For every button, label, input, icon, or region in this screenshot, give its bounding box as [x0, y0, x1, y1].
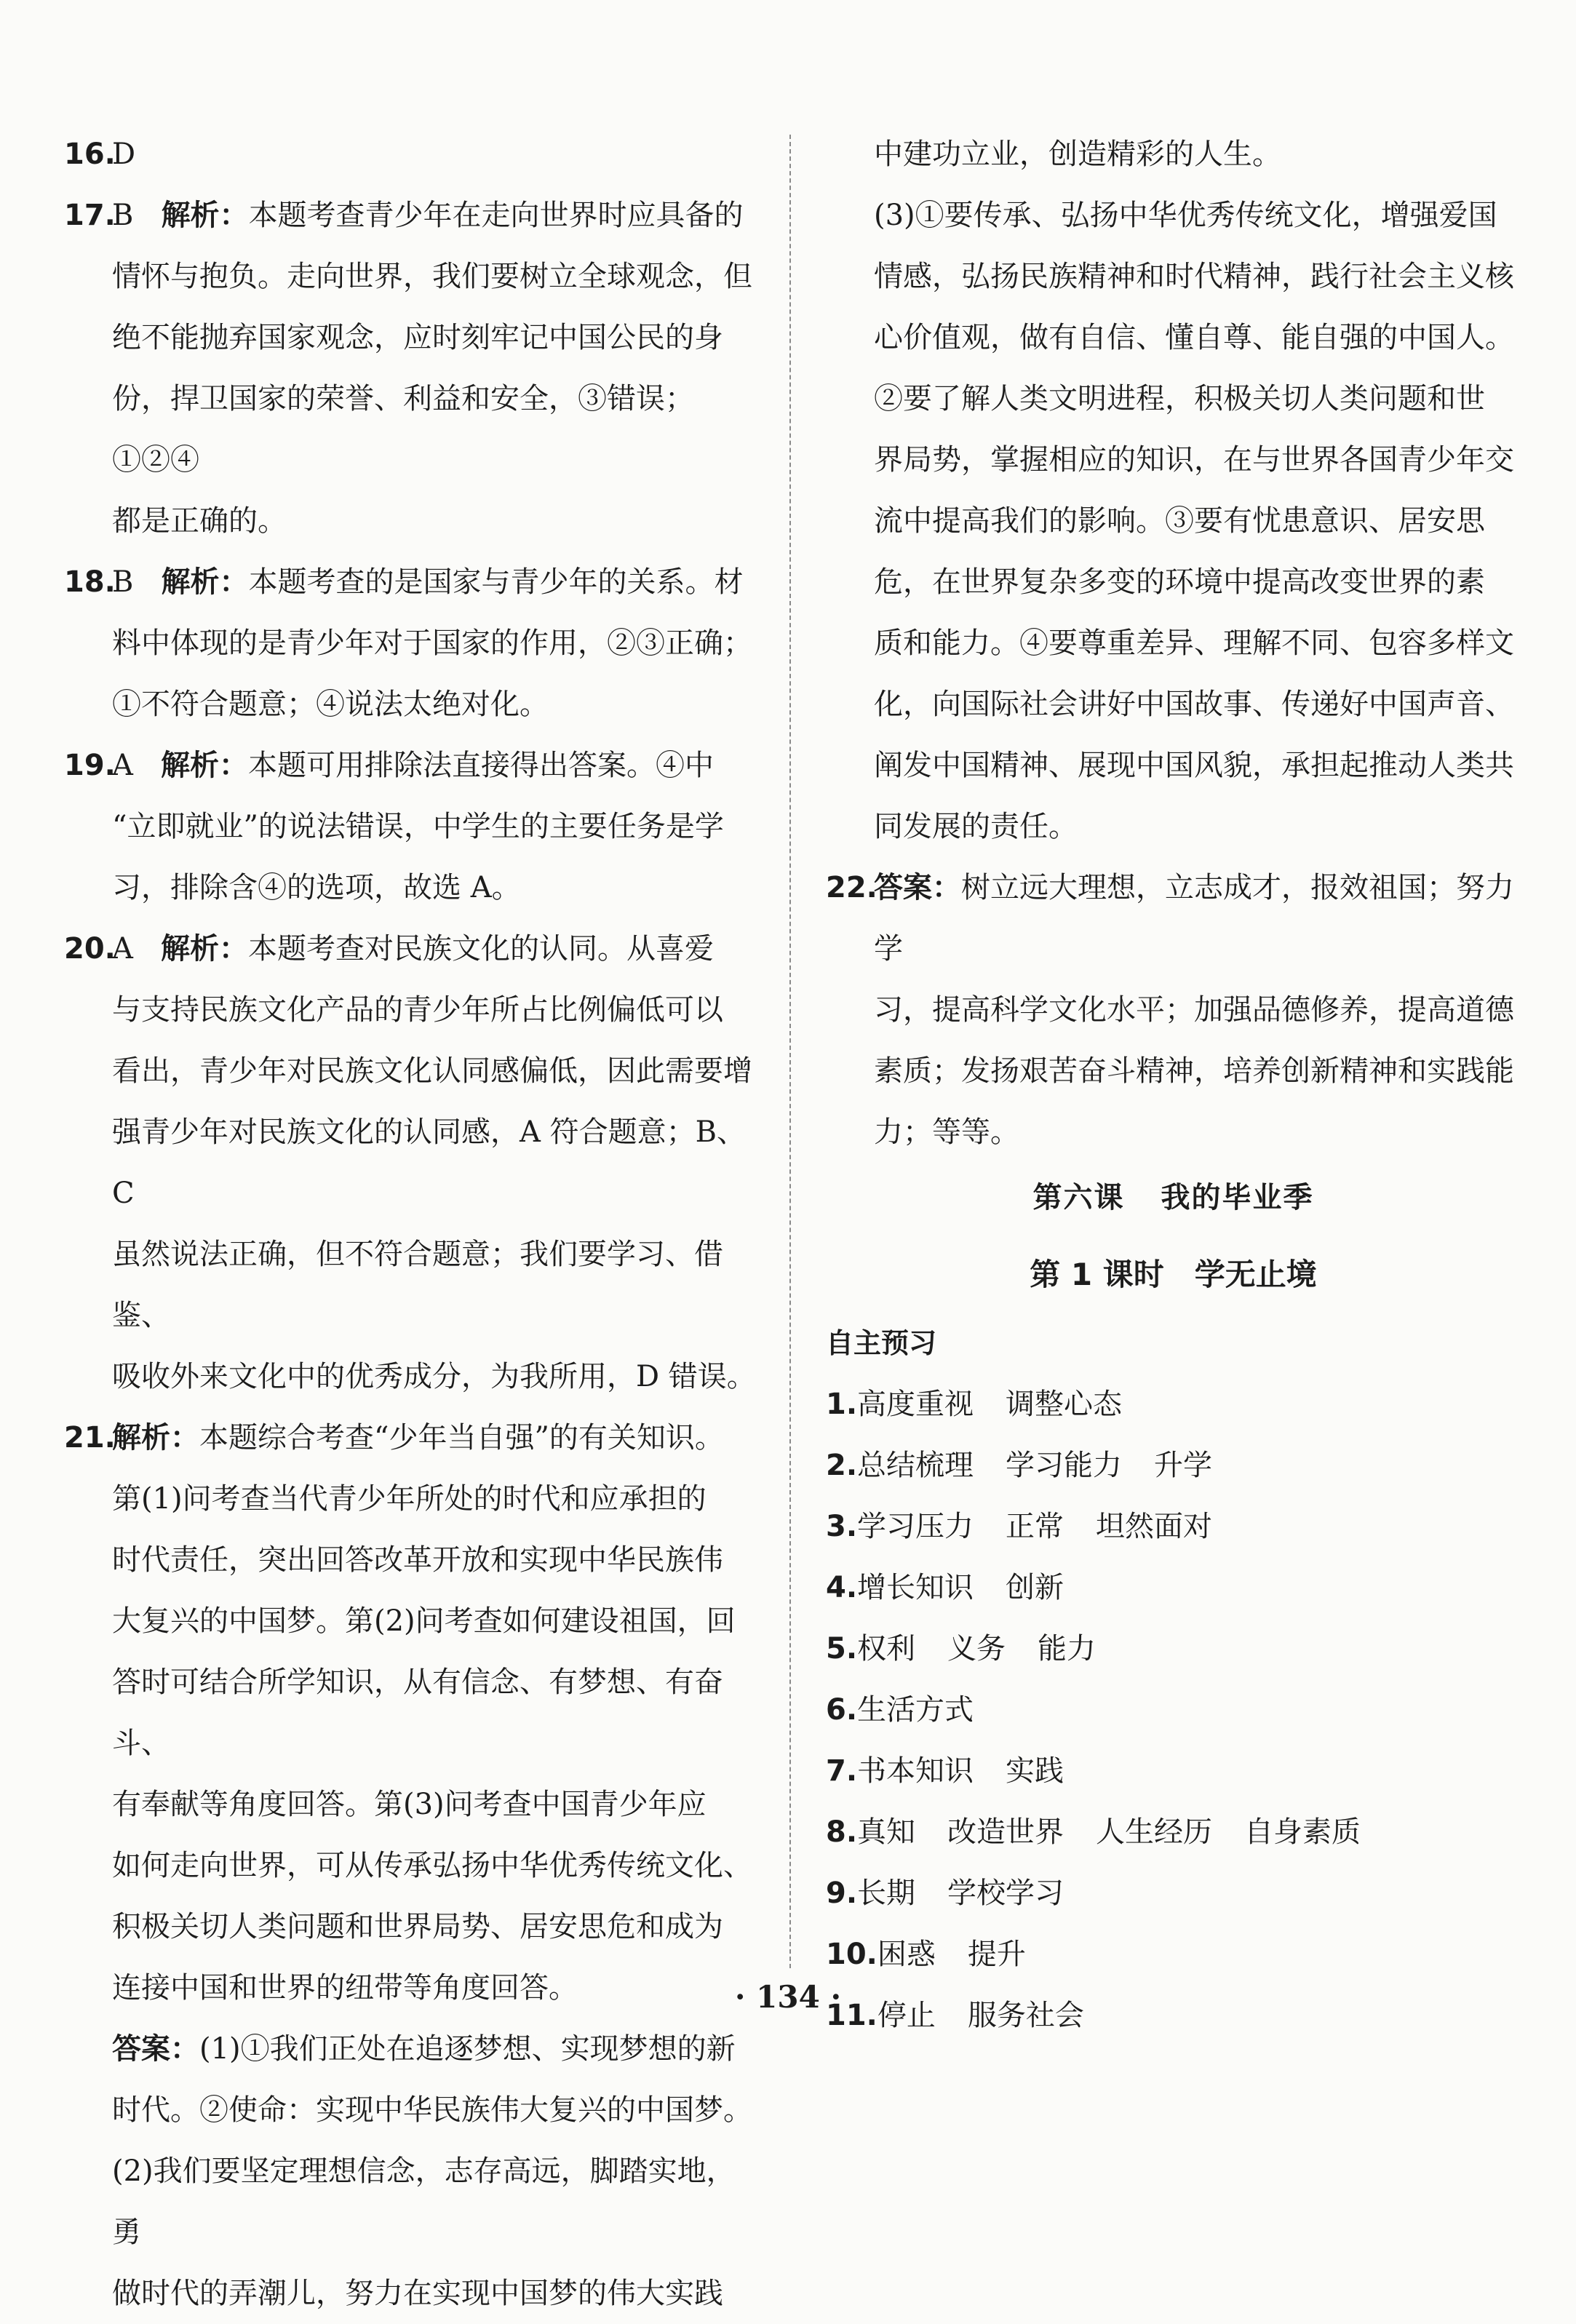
- line: 都是正确的。: [112, 504, 287, 538]
- answer-word: 停止: [877, 1999, 936, 2032]
- line: [112, 918, 763, 979]
- line-text: 本题考查青少年在走向世界时应具备的: [248, 199, 744, 232]
- lesson-title: [826, 1167, 1521, 1228]
- line: 料中体现的是青少年对于国家的作用，②③正确；: [112, 626, 752, 660]
- answer-word: 能力: [1038, 1632, 1097, 1666]
- question-number: 22.: [826, 871, 877, 904]
- line: 心价值观，做有自信、懂自尊、能自强的中国人。: [874, 321, 1514, 354]
- answer-letter: B: [112, 199, 134, 232]
- question-number: 16.: [64, 138, 116, 171]
- answer-word: 生活方式: [857, 1693, 974, 1727]
- analysis-label: 解析：: [161, 199, 249, 232]
- question-number: 18.: [64, 565, 116, 599]
- answer-word: 学习压力: [857, 1510, 974, 1543]
- line: 时代责任，突出回答改革开放和实现中华民族伟: [112, 1543, 723, 1577]
- line: 虽然说法正确，但不符合题意；我们要学习、借鉴、: [112, 1238, 723, 1332]
- item-number: 5.: [826, 1632, 858, 1666]
- answer-word: 自身素质: [1244, 1815, 1361, 1849]
- answer-word: 义务: [947, 1632, 1006, 1666]
- line-text: 树立远大理想，立志成才，报效祖国；努力学: [874, 871, 1514, 966]
- question-number: 20.: [64, 932, 116, 966]
- line: 情感，弘扬民族精神和时代精神，践行社会主义核: [874, 260, 1514, 293]
- line: 同发展的责任。: [874, 810, 1078, 843]
- line: 情怀与抱负。走向世界，我们要树立全球观念，但: [112, 260, 752, 293]
- column-divider: [789, 135, 791, 1968]
- item-number: 9.: [826, 1877, 858, 1910]
- line: 时代。②使命：实现中华民族伟大复兴的中国梦。: [112, 2093, 752, 2127]
- line: 积极关切人类问题和世界局势、居安思危和成为: [112, 1910, 723, 1943]
- question-number: 19.: [64, 749, 116, 782]
- line: 有奉献等角度回答。第(3)问考查中国青少年应: [112, 1788, 707, 1821]
- answer-word: 调整心态: [1006, 1388, 1123, 1421]
- question-number: 21.: [64, 1421, 116, 1455]
- line-text: 本题考查对民族文化的认同。从喜爱: [248, 932, 715, 966]
- line: 第(1)问考查当代青少年所处的时代和应承担的: [112, 1482, 707, 1516]
- answer-label: 答案：: [112, 2032, 199, 2066]
- fill-item-5: [826, 1618, 1521, 1679]
- item-number: 2.: [826, 1449, 858, 1482]
- answer-letter: D: [112, 138, 136, 171]
- answer-word: 长期: [857, 1877, 916, 1910]
- question-20: [64, 918, 763, 1407]
- line: 与支持民族文化产品的青少年所占比例偏低可以: [112, 993, 723, 1027]
- line-text: 本题考查的是国家与青少年的关系。材: [248, 565, 744, 599]
- fill-item-9: [826, 1863, 1521, 1924]
- question-22: [826, 857, 1521, 1163]
- answer-letter: A: [112, 749, 133, 782]
- answer-word: 真知: [857, 1815, 916, 1849]
- lesson-number: 第六课: [1032, 1180, 1125, 1214]
- line-text: 本题可用排除法直接得出答案。④中: [248, 749, 715, 782]
- answer-word: 实践: [1006, 1754, 1064, 1788]
- answer-word: 正常: [1006, 1510, 1064, 1543]
- line: 化，向国际社会讲好中国故事、传递好中国声音、: [874, 688, 1514, 721]
- line: [112, 2018, 763, 2080]
- line: [112, 735, 763, 796]
- line: 做时代的弄潮儿，努力在实现中国梦的伟大实践: [112, 2277, 723, 2310]
- line: 界局势，掌握相应的知识，在与世界各国青少年交: [874, 443, 1514, 477]
- answer-word: 人生经历: [1096, 1815, 1213, 1849]
- line: 答时可结合所学知识，从有信念、有梦想、有奋斗、: [112, 1666, 723, 1760]
- item-number: 7.: [826, 1754, 858, 1788]
- line: 如何走向世界，可从传承弘扬中华优秀传统文化、: [112, 1849, 752, 1882]
- line: 看出，青少年对民族文化认同感偏低，因此需要增: [112, 1054, 752, 1088]
- line: 强青少年对民族文化的认同感，A 符合题意；B、C: [112, 1115, 746, 1210]
- line: [112, 552, 763, 613]
- line: 中建功立业，创造精彩的人生。: [874, 138, 1281, 171]
- line: 流中提高我们的影响。③要有忧患意识、居安思: [874, 504, 1485, 538]
- question-18: [64, 552, 763, 735]
- fill-item-6: [826, 1679, 1521, 1740]
- answer-word: 升学: [1154, 1449, 1213, 1482]
- line: 习，排除含④的选项，故选 A。: [112, 871, 521, 904]
- answer-word: 创新: [1006, 1571, 1064, 1604]
- item-number: 8.: [826, 1815, 858, 1849]
- answer-letter: B: [112, 565, 134, 599]
- answer-word: 服务社会: [967, 1999, 1084, 2032]
- line: 危，在世界复杂多变的环境中提高改变世界的素: [874, 565, 1485, 599]
- answer-label: 答案：: [874, 871, 961, 904]
- section-heading: 自主预习: [826, 1327, 937, 1359]
- line: 大复兴的中国梦。第(2)问考查如何建设祖国，回: [112, 1604, 736, 1638]
- item-number: 6.: [826, 1693, 858, 1727]
- analysis-label: 解析：: [161, 565, 249, 599]
- fill-item-1: [826, 1374, 1521, 1435]
- question-number: 17.: [64, 199, 116, 232]
- line: [874, 857, 1521, 979]
- fill-item-2: [826, 1435, 1521, 1496]
- answer-word: 坦然面对: [1096, 1510, 1213, 1543]
- answer-word: 提升: [967, 1938, 1026, 1971]
- answer-word: 高度重视: [857, 1388, 974, 1421]
- answer-word: 学校学习: [947, 1877, 1064, 1910]
- answer-letter: A: [112, 932, 133, 966]
- line: 连接中国和世界的纽带等角度回答。: [112, 1971, 578, 2005]
- line: “立即就业”的说法错误，中学生的主要任务是学: [112, 810, 724, 843]
- line: [112, 1407, 763, 1468]
- item-number: 3.: [826, 1510, 858, 1543]
- question-16: [64, 124, 763, 185]
- answer-word: 总结梳理: [857, 1449, 974, 1482]
- line: 阐发中国精神、展现中国风貌，承担起推动人类共: [874, 749, 1514, 782]
- line: 质和能力。④要尊重差异、理解不同、包容多样文: [874, 626, 1514, 660]
- answer-word: 困惑: [877, 1938, 936, 1971]
- line: 素质；发扬艰苦奋斗精神，培养创新精神和实践能: [874, 1054, 1514, 1088]
- line: 吸收外来文化中的优秀成分，为我所用，D 错误。: [112, 1360, 756, 1393]
- line: [112, 185, 763, 246]
- fill-item-4: [826, 1557, 1521, 1618]
- analysis-label: 解析：: [161, 932, 249, 966]
- right-column: [826, 124, 1521, 2046]
- question-21: [64, 1407, 763, 2324]
- answer-word: 学习能力: [1006, 1449, 1123, 1482]
- answer-word: 书本知识: [857, 1754, 974, 1788]
- line: 份，捍卫国家的荣誉、利益和安全，③错误；①②④: [112, 382, 694, 477]
- line-text: 本题综合考查“少年当自强”的有关知识。: [199, 1421, 724, 1455]
- item-number: 4.: [826, 1571, 858, 1604]
- lesson-name: 我的毕业季: [1161, 1180, 1314, 1214]
- line: ②要了解人类文明进程，积极关切人类问题和世: [874, 382, 1485, 415]
- line: 习，提高科学文化水平；加强品德修养，提高道德: [874, 993, 1514, 1027]
- analysis-label: 解析：: [112, 1421, 199, 1455]
- answer-word: 权利: [857, 1632, 916, 1666]
- line: (2)我们要坚定理想信念，志存高远，脚踏实地，勇: [112, 2154, 736, 2249]
- question-19: [64, 735, 763, 918]
- fill-item-8: [826, 1802, 1521, 1863]
- fill-item-10: [826, 1924, 1521, 1985]
- answer-word: 改造世界: [947, 1815, 1064, 1849]
- analysis-label: 解析：: [161, 749, 249, 782]
- question-21-continued: [826, 124, 1521, 857]
- page-number: · 134 ·: [734, 1979, 842, 2015]
- line: 绝不能抛弃国家观念，应时刻牢记中国公民的身: [112, 321, 723, 354]
- line: 力；等等。: [874, 1115, 1019, 1149]
- fill-item-3: [826, 1496, 1521, 1557]
- item-number: 1.: [826, 1388, 858, 1421]
- period-title: 第 1 课时 学无止境: [1030, 1257, 1317, 1292]
- item-number: 10.: [826, 1938, 877, 1971]
- fill-item-7: [826, 1740, 1521, 1802]
- answer-word: 增长知识: [857, 1571, 974, 1604]
- line: ①不符合题意；④说法太绝对化。: [112, 688, 549, 721]
- fill-in-answers: [826, 1374, 1521, 2046]
- question-17: [64, 185, 763, 552]
- line: (3)①要传承、弘扬中华优秀传统文化，增强爱国: [874, 199, 1497, 232]
- item-number: 11.: [826, 1999, 877, 2032]
- line-text: (1)①我们正处在追逐梦想、实现梦想的新: [199, 2032, 736, 2066]
